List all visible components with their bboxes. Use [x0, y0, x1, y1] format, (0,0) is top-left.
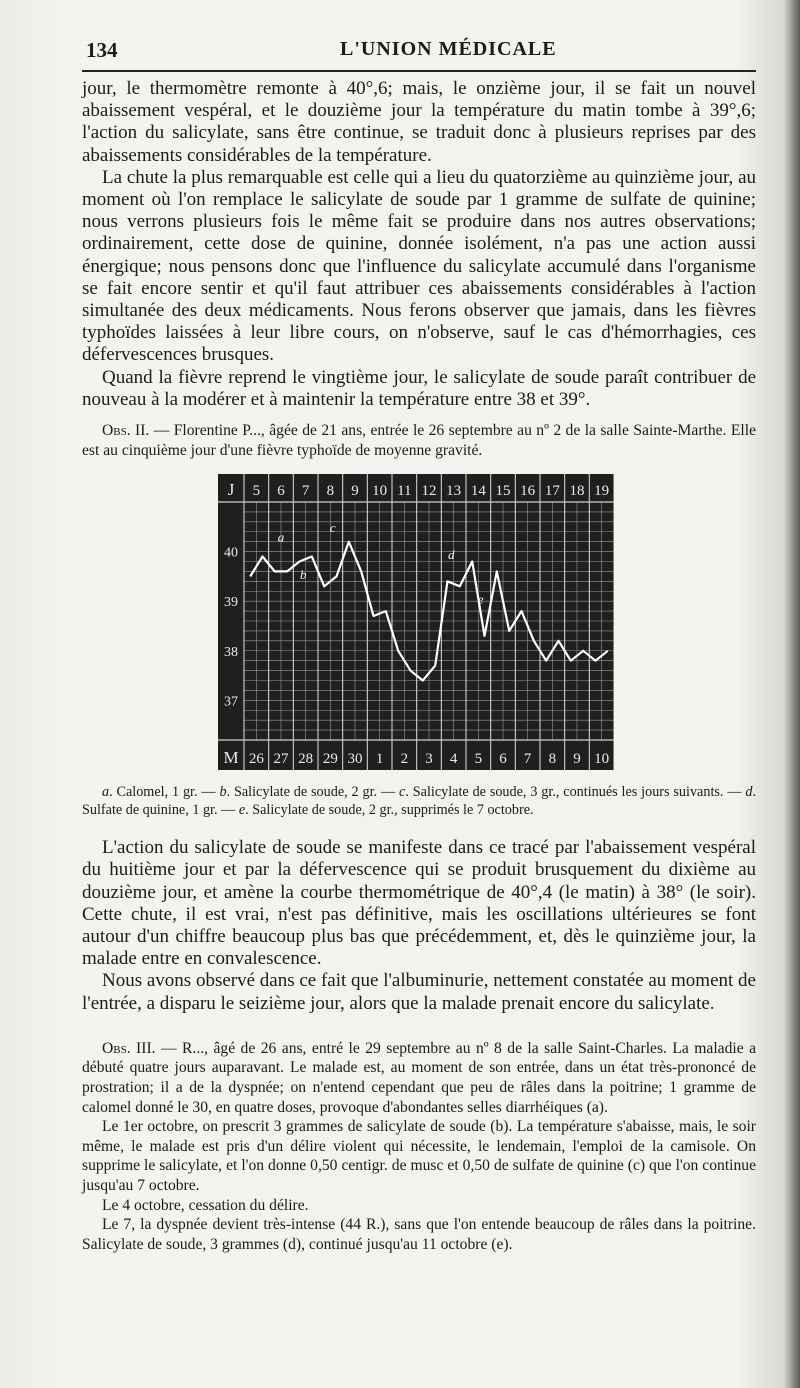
chart-corner-label: M: [223, 748, 239, 768]
day-label: 10: [372, 483, 388, 500]
paragraph: Le 7, la dyspnée devient très-intense (44 R.), sans que l'on entende beaucoup de râles dans la poitrine. Salicylate de soude, 3 grammes (d), continué jusqu'au 11 octobre (e).: [82, 1216, 756, 1253]
caption-letter: b: [219, 784, 227, 801]
caption-letter: e: [238, 801, 246, 818]
observation-2: [82, 421, 756, 460]
date-label: 27: [273, 751, 289, 768]
observation-text: — Florentine P..., âgée de 21 ans, entrée le 26 septembre au nº 2 de la salle Sainte-Marthe. Elle est au cinquième jour d'une fièvre typhoïde de moyenne gravité.: [82, 422, 756, 459]
y-tick-label: 39: [224, 595, 238, 611]
date-label: 10: [594, 751, 610, 768]
day-label: 11: [397, 483, 412, 500]
day-label: 13: [446, 483, 462, 500]
day-label: 8: [326, 483, 335, 500]
day-label: 14: [470, 483, 486, 500]
observation-label: Obs. II.: [102, 422, 150, 440]
date-label: 30: [347, 751, 363, 768]
paragraph: Quand la fièvre reprend le vingtième jour, le salicylate de soude paraît contribuer de nouveau à la modérer et à maintenir la température entre 38 et 39°.: [82, 366, 756, 410]
date-label: 7: [523, 751, 532, 768]
paragraph: jour, le thermomètre remonte à 40°,6; mais, le onzième jour, il se fait un nouvel abaissement vespéral, et le douzième jour la température du matin tombe à 39°,6; l'action du salicylate, sans être continue, se traduit donc à plusieurs reprises par des abaissements considérables de la température.: [82, 78, 756, 166]
temperature-chart-svg: [218, 474, 614, 770]
annotation-letter: e: [477, 591, 484, 607]
date-label: 5: [474, 751, 483, 768]
date-label: 26: [248, 751, 264, 768]
caption-text: . Salicylate de soude, 2 gr., supprimés le 7 octobre.: [245, 801, 534, 818]
day-label: 17: [544, 483, 560, 500]
day-label: 18: [569, 483, 585, 500]
paragraph: Le 1er octobre, on prescrit 3 grammes de salicylate de soude (b). La température s'abaisse, mais, le soir même, le malade est pris d'un délire violent qui nécessite, le lendemain, l'emploi de la camisole. On supprime le salicylate, et l'on donne 0,50 centigr. de musc et 0,50 de sulfate de quinine (c) que l'on continue jusqu'au 7 octobre.: [82, 1118, 756, 1195]
annotation-letter: d: [447, 547, 455, 563]
paragraph: Nous avons observé dans ce fait que l'albuminurie, nettement constatée au moment de l'entrée, a disparu le seizième jour, alors que la malade prenait encore du salicylate.: [82, 970, 756, 1014]
annotation-letter: a: [277, 529, 285, 545]
day-label: 9: [351, 483, 359, 500]
date-label: 4: [449, 751, 458, 768]
chart-caption: [82, 784, 756, 819]
date-label: 9: [573, 751, 581, 768]
article-body: [82, 78, 756, 1254]
caption-text: . Salicylate de soude, 2 gr. —: [226, 784, 400, 801]
annotation-letter: b: [299, 567, 307, 583]
date-label: 2: [400, 751, 409, 768]
paragraph: La chute la plus remarquable est celle qui a lieu du quatorzième au quinzième jour, au moment où l'on remplace le salicylate de soude par 1 gramme de sulfate de quinine; nous verrons plusieurs fois le même fait se produire dans nos autres observations; ordinairement, cette dose de quinine, donnée isolément, n'a pas une action aussi énergique; nous pensons donc que l'influence du salicylate accumulé dans l'organisme se fait encore sentir et qu'il faut attribuer ces abaissements considérables à l'action simultanée des deux médicaments. Nous ferons observer que jamais, dans les fièvres typhoïdes laissées à leur libre cours, on n'observe, sauf le cas d'hémorrhagies, ces défervescences brusques.: [82, 166, 756, 366]
observation-3: [82, 1039, 756, 1117]
day-label: 12: [421, 483, 437, 500]
caption-letter: c: [399, 784, 406, 801]
paragraph: L'action du salicylate de soude se manifeste dans ce tracé par l'abaissement vespéral du huitième jour et par la défervescence qui se produit brusquement du dixième au douzième jour, et amène la courbe thermométrique de 40°,4 (le matin) à 38° (le soir). Cette chute, il est vrai, n'est pas définitive, mais les oscillations ultérieures se font autour d'un chiffre beaucoup plus bas que précédemment, et, dès le quinzième jour, la malade entre en convalescence.: [82, 837, 756, 970]
day-label: 16: [520, 483, 536, 500]
caption-letter: a: [102, 784, 110, 801]
date-label: 8: [548, 751, 557, 768]
chart-background: [218, 474, 614, 770]
y-tick-label: 38: [224, 644, 238, 660]
date-label: 28: [298, 751, 314, 768]
caption-text: . Calomel, 1 gr. —: [109, 784, 220, 801]
page-number: 134: [86, 38, 118, 62]
chart-corner-label: J: [227, 480, 235, 500]
day-label: 6: [277, 483, 285, 500]
paragraph: Le 4 octobre, cessation du délire.: [102, 1196, 309, 1214]
day-label: 5: [252, 483, 261, 500]
y-tick-label: 37: [224, 694, 238, 710]
day-label: 15: [495, 483, 511, 500]
temperature-chart: [218, 474, 614, 770]
page-header: [82, 32, 756, 68]
caption-letter: d: [745, 784, 753, 801]
caption-text: . Sulfate de quinine, 1 gr. —: [82, 784, 757, 818]
annotation-letter: c: [329, 519, 336, 535]
date-label: 6: [499, 751, 507, 768]
date-label: 29: [322, 751, 338, 768]
date-label: 1: [375, 751, 384, 768]
header-rule: [82, 70, 756, 72]
observation-label: Obs. III.: [102, 1039, 156, 1057]
caption-text: . Salicylate de soude, 3 gr., continués les jours suivants. —: [405, 784, 746, 801]
running-title: L'UNION MÉDICALE: [340, 38, 557, 60]
day-label: 7: [301, 483, 310, 500]
y-tick-label: 40: [224, 545, 238, 561]
observation-text: — R..., âgé de 26 ans, entré le 29 septembre au nº 8 de la salle Saint-Charles. La maladie a débuté quatre jours auparavant. Le malade est, au moment de son entrée, dans un état très-prononcé de prostration; il a de la dyspnée; on n'entend cependant que peu de râles dans la poitrine; 1 gramme de calomel donné le 30, en quatre doses, provoque d'abondantes selles diarrhéiques (a).: [82, 1039, 756, 1116]
date-label: 3: [425, 751, 433, 768]
day-label: 19: [594, 483, 610, 500]
